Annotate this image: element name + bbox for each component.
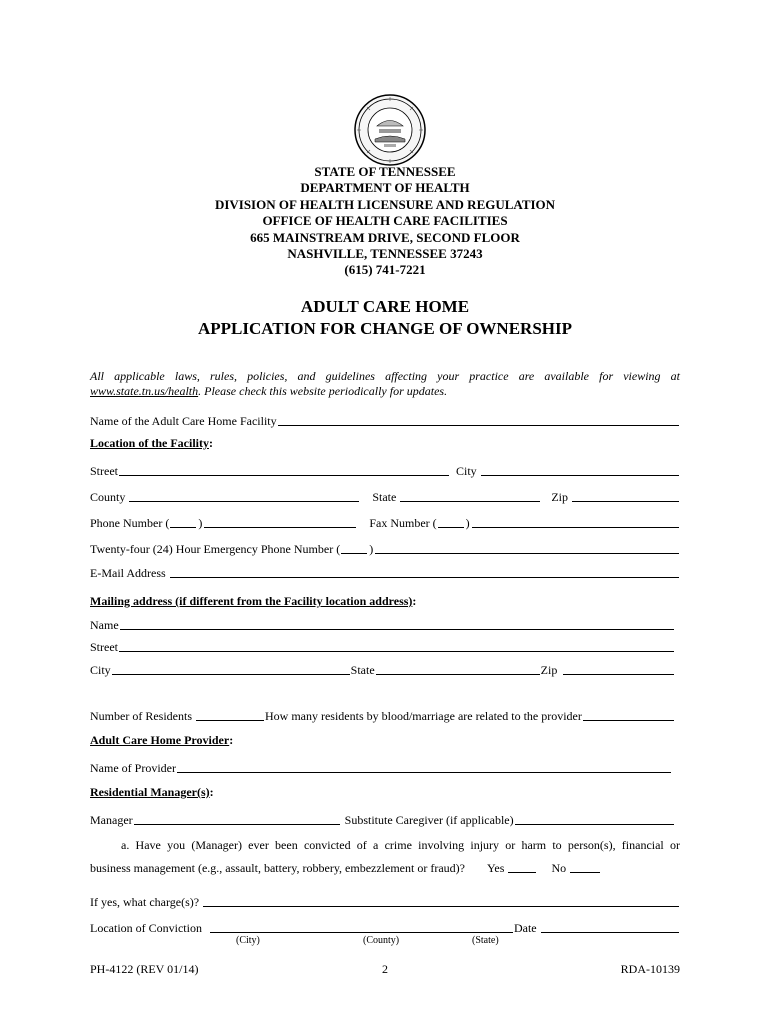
phone-area-code-field[interactable] bbox=[170, 515, 196, 528]
intro-text-end: . Please check this website periodically for updates. bbox=[198, 384, 448, 398]
question-a-line2: business management (e.g., assault, battery, robbery, embezzlement or fraud)? bbox=[90, 861, 465, 875]
header-office: OFFICE OF HEALTH CARE FACILITIES bbox=[262, 213, 508, 229]
no-field[interactable] bbox=[570, 860, 600, 873]
number-of-residents-field[interactable] bbox=[196, 708, 264, 721]
charges-label: If yes, what charge(s)? bbox=[90, 895, 200, 909]
street-field[interactable] bbox=[119, 463, 449, 476]
mailing-name-row bbox=[90, 616, 675, 632]
mailing-state-label: State bbox=[350, 663, 375, 677]
state-field[interactable] bbox=[400, 489, 540, 502]
provider-name-row bbox=[90, 759, 672, 775]
email-field[interactable] bbox=[170, 565, 679, 578]
manager-field[interactable] bbox=[134, 812, 340, 825]
county-field[interactable] bbox=[129, 489, 359, 502]
zip-field[interactable] bbox=[572, 489, 679, 502]
residents-row bbox=[90, 707, 675, 723]
substitute-caregiver-field[interactable] bbox=[515, 812, 674, 825]
sub-caption-county: (County) bbox=[363, 935, 400, 946]
no-label: No bbox=[551, 861, 567, 875]
provider-name-field[interactable] bbox=[177, 760, 671, 773]
fax-number-field[interactable] bbox=[472, 515, 679, 528]
number-of-residents-label: Number of Residents bbox=[90, 709, 192, 723]
conviction-location-label: Location of Conviction bbox=[90, 921, 202, 935]
header-state: STATE OF TENNESSEE bbox=[314, 164, 456, 179]
state-seal-logo bbox=[353, 93, 427, 167]
header-city: NASHVILLE, TENNESSEE 37243 bbox=[287, 246, 483, 262]
city-label: City bbox=[456, 464, 477, 478]
fax-area-code-field[interactable] bbox=[438, 515, 464, 528]
mailing-name-label: Name bbox=[90, 618, 119, 632]
agency-header bbox=[0, 164, 770, 279]
form-title-line2: APPLICATION FOR CHANGE OF OWNERSHIP bbox=[197, 319, 573, 338]
charges-field[interactable] bbox=[203, 894, 679, 907]
conviction-location-field[interactable] bbox=[210, 920, 513, 933]
intro-text: All applicable laws, rules, policies, and guidelines affecting your practice are available for viewing at bbox=[90, 369, 680, 383]
sub-caption-state: (State) bbox=[472, 935, 499, 946]
sub-caption-city: (City) bbox=[236, 935, 260, 946]
street-city-row bbox=[90, 462, 680, 478]
phone-fax-row: Phone Number ( ) Fax Number ( ) bbox=[90, 514, 680, 530]
website-link[interactable]: www.state.tn.us/health bbox=[90, 384, 199, 398]
street-label: Street bbox=[90, 464, 118, 478]
intro-paragraph bbox=[90, 369, 680, 399]
emergency-phone-label: Twenty-four (24) Hour Emergency Phone Number ( bbox=[90, 542, 341, 556]
manager-row bbox=[90, 811, 675, 827]
related-residents-label: How many residents by blood/marriage are related to the provider bbox=[264, 709, 582, 723]
form-title bbox=[0, 296, 770, 340]
city-field[interactable] bbox=[481, 463, 679, 476]
emergency-phone-row: Twenty-four (24) Hour Emergency Phone Number ( ) bbox=[90, 540, 680, 556]
mailing-zip-label: Zip bbox=[540, 663, 558, 677]
county-state-zip-row bbox=[90, 488, 680, 504]
header-division: DIVISION OF HEALTH LICENSURE AND REGULATION bbox=[214, 196, 556, 212]
emergency-number-field[interactable] bbox=[375, 541, 679, 554]
header-department: DEPARTMENT OF HEALTH bbox=[300, 180, 470, 196]
question-a-line2-row bbox=[90, 859, 680, 875]
mailing-city-field[interactable] bbox=[112, 662, 350, 675]
zip-label: Zip bbox=[551, 490, 569, 504]
mailing-name-field[interactable] bbox=[120, 617, 674, 630]
mailing-heading: Mailing address (if different from the Facility location address): bbox=[90, 594, 417, 608]
phone-number-field[interactable] bbox=[204, 515, 356, 528]
question-a-line1: a. Have you (Manager) ever been convicted of a crime involving injury or harm to person(s), financial or bbox=[121, 838, 680, 852]
mailing-street-field[interactable] bbox=[119, 639, 674, 652]
facility-name-label: Name of the Adult Care Home Facility bbox=[90, 414, 277, 428]
phone-label: Phone Number ( bbox=[90, 516, 170, 530]
facility-name-field[interactable] bbox=[278, 413, 679, 426]
manager-label: Manager bbox=[90, 813, 133, 827]
related-residents-field[interactable] bbox=[583, 708, 674, 721]
mailing-state-field[interactable] bbox=[376, 662, 540, 675]
state-label: State bbox=[372, 490, 397, 504]
mailing-city-label: City bbox=[90, 663, 111, 677]
mailing-city-state-zip-row bbox=[90, 661, 675, 677]
date-field[interactable] bbox=[541, 920, 679, 933]
page-number: 2 bbox=[382, 962, 388, 976]
form-number: PH-4122 (REV 01/14) bbox=[90, 962, 199, 976]
conviction-row bbox=[90, 919, 680, 935]
header-address: 665 MAINSTREAM DRIVE, SECOND FLOOR bbox=[250, 229, 520, 245]
date-label: Date bbox=[513, 921, 537, 935]
header-phone: (615) 741-7221 bbox=[344, 262, 426, 278]
mailing-street-label: Street bbox=[90, 640, 118, 654]
facility-name-row bbox=[90, 412, 680, 428]
mailing-zip-field[interactable] bbox=[563, 662, 674, 675]
rda-number: RDA-10139 bbox=[620, 962, 680, 976]
form-title-line1: ADULT CARE HOME bbox=[300, 297, 470, 316]
emergency-area-code-field[interactable] bbox=[341, 541, 367, 554]
mailing-street-row bbox=[90, 638, 675, 654]
substitute-caregiver-label: Substitute Caregiver (if applicable) bbox=[344, 813, 514, 827]
location-heading: Location of the Facility: bbox=[90, 436, 213, 450]
provider-heading: Adult Care Home Provider: bbox=[90, 733, 234, 747]
email-row bbox=[90, 564, 680, 580]
yes-field[interactable] bbox=[508, 860, 536, 873]
county-label: County bbox=[90, 490, 126, 504]
fax-label: Fax Number ( bbox=[369, 516, 437, 530]
charges-row bbox=[90, 893, 680, 909]
yes-label: Yes bbox=[486, 861, 505, 875]
email-label: E-Mail Address bbox=[90, 566, 166, 580]
provider-name-label: Name of Provider bbox=[90, 761, 176, 775]
managers-heading: Residential Manager(s): bbox=[90, 785, 214, 799]
